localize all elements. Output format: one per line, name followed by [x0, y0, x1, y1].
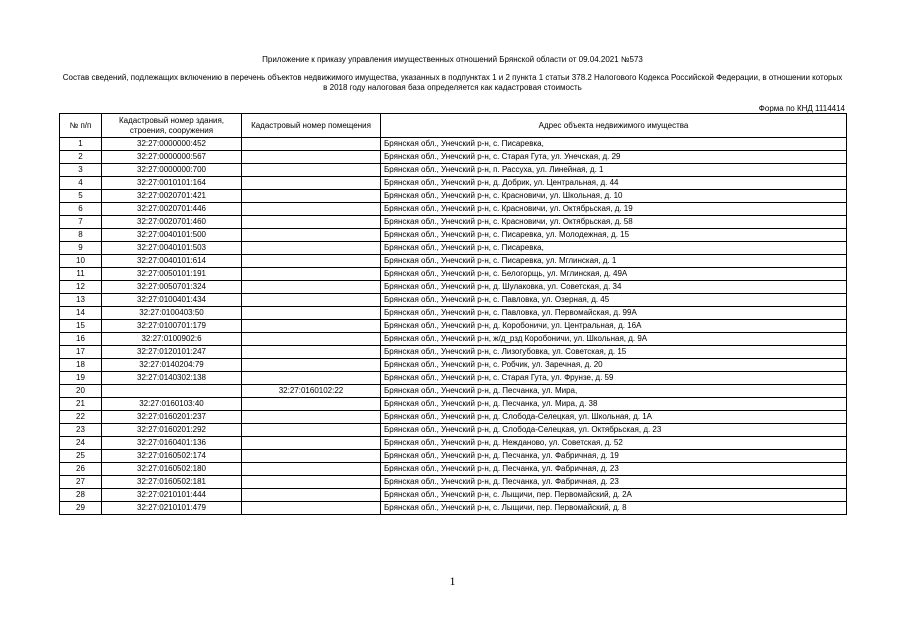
row-number-cell: 20 — [60, 385, 102, 398]
row-number-cell: 8 — [60, 229, 102, 242]
row-number-cell: 28 — [60, 489, 102, 502]
room-cadastral-cell — [242, 281, 381, 294]
address-cell: Брянская обл., Унечский р-н, с. Лыщичи, пер. Первомайский, д. 2А — [381, 489, 847, 502]
address-cell: Брянская обл., Унечский р-н, с. Красновичи, ул. Школьная, д. 10 — [381, 190, 847, 203]
column-header-room-cadastral: Кадастровый номер помещения — [242, 114, 381, 138]
building-cadastral-cell: 32:27:0020701:460 — [102, 216, 242, 229]
address-cell: Брянская обл., Унечский р-н, с. Лизогубовка, ул. Советская, д. 15 — [381, 346, 847, 359]
table-row — [60, 476, 847, 489]
room-cadastral-cell — [242, 398, 381, 411]
table-row — [60, 281, 847, 294]
room-cadastral-cell — [242, 502, 381, 515]
building-cadastral-cell: 32:27:0210101:444 — [102, 489, 242, 502]
row-number-cell: 12 — [60, 281, 102, 294]
row-number-cell: 23 — [60, 424, 102, 437]
table-row — [60, 346, 847, 359]
room-cadastral-cell — [242, 320, 381, 333]
building-cadastral-cell: 32:27:0140302:138 — [102, 372, 242, 385]
address-cell: Брянская обл., Унечский р-н, с. Лыщичи, пер. Первомайский, д. 8 — [381, 502, 847, 515]
room-cadastral-cell — [242, 333, 381, 346]
room-cadastral-cell — [242, 346, 381, 359]
room-cadastral-cell — [242, 151, 381, 164]
table-row — [60, 398, 847, 411]
table-row — [60, 424, 847, 437]
row-number-cell: 18 — [60, 359, 102, 372]
row-number-cell: 13 — [60, 294, 102, 307]
building-cadastral-cell: 32:27:0160201:237 — [102, 411, 242, 424]
building-cadastral-cell: 32:27:0100701:179 — [102, 320, 242, 333]
table-row — [60, 372, 847, 385]
room-cadastral-cell — [242, 476, 381, 489]
building-cadastral-cell: 32:27:0020701:421 — [102, 190, 242, 203]
building-cadastral-cell: 32:27:0040101:500 — [102, 229, 242, 242]
room-cadastral-cell — [242, 229, 381, 242]
row-number-cell: 29 — [60, 502, 102, 515]
building-cadastral-cell: 32:27:0020701:446 — [102, 203, 242, 216]
table-row — [60, 151, 847, 164]
table-row — [60, 268, 847, 281]
row-number-cell: 6 — [60, 203, 102, 216]
address-cell: Брянская обл., Унечский р-н, с. Павловка, ул. Первомайская, д. 99А — [381, 307, 847, 320]
table-row — [60, 177, 847, 190]
table-row — [60, 242, 847, 255]
address-cell: Брянская обл., Унечский р-н, с. Павловка, ул. Озерная, д. 45 — [381, 294, 847, 307]
room-cadastral-cell — [242, 294, 381, 307]
table-body — [60, 138, 847, 515]
building-cadastral-cell: 32:27:0010101:164 — [102, 177, 242, 190]
table-row — [60, 450, 847, 463]
building-cadastral-cell: 32:27:0160103:40 — [102, 398, 242, 411]
address-cell: Брянская обл., Унечский р-н, с. Писаревка, — [381, 242, 847, 255]
row-number-cell: 24 — [60, 437, 102, 450]
row-number-cell: 3 — [60, 164, 102, 177]
table-row — [60, 203, 847, 216]
row-number-cell: 16 — [60, 333, 102, 346]
row-number-cell: 1 — [60, 138, 102, 151]
table-row — [60, 411, 847, 424]
building-cadastral-cell: 32:27:0000000:700 — [102, 164, 242, 177]
building-cadastral-cell: 32:27:0000000:567 — [102, 151, 242, 164]
building-cadastral-cell: 32:27:0160502:174 — [102, 450, 242, 463]
room-cadastral-cell — [242, 307, 381, 320]
table-row — [60, 463, 847, 476]
table-row — [60, 294, 847, 307]
row-number-cell: 22 — [60, 411, 102, 424]
address-cell: Брянская обл., Унечский р-н, д. Слобода-Селецкая, ул. Школьная, д. 1А — [381, 411, 847, 424]
address-cell: Брянская обл., Унечский р-н, д. Коробоничи, ул. Центральная, д. 16А — [381, 320, 847, 333]
table-row — [60, 164, 847, 177]
address-cell: Брянская обл., Унечский р-н, с. Белогорщь, ул. Мглинская, д. 49А — [381, 268, 847, 281]
room-cadastral-cell — [242, 138, 381, 151]
building-cadastral-cell: 32:27:0040101:503 — [102, 242, 242, 255]
column-header-number: № п/п — [60, 114, 102, 138]
address-cell: Брянская обл., Унечский р-н, с. Красновичи, ул. Октябрьская, д. 58 — [381, 216, 847, 229]
address-cell: Брянская обл., Унечский р-н, д. Слобода-Селецкая, ул. Октябрьская, д. 23 — [381, 424, 847, 437]
room-cadastral-cell — [242, 177, 381, 190]
address-cell: Брянская обл., Унечский р-н, п. Рассуха, ул. Линейная, д. 1 — [381, 164, 847, 177]
row-number-cell: 10 — [60, 255, 102, 268]
table-row — [60, 437, 847, 450]
row-number-cell: 15 — [60, 320, 102, 333]
building-cadastral-cell: 32:27:0100401:434 — [102, 294, 242, 307]
building-cadastral-cell: 32:27:0140204:79 — [102, 359, 242, 372]
building-cadastral-cell: 32:27:0160201:292 — [102, 424, 242, 437]
table-row — [60, 229, 847, 242]
property-table — [59, 113, 847, 515]
table-row — [60, 489, 847, 502]
row-number-cell: 9 — [60, 242, 102, 255]
address-cell: Брянская обл., Унечский р-н, д. Нежданово, ул. Советская, д. 52 — [381, 437, 847, 450]
room-cadastral-cell — [242, 359, 381, 372]
room-cadastral-cell — [242, 463, 381, 476]
document-subtitle: Состав сведений, подлежащих включению в перечень объектов недвижимого имущества, указанных в подпунктах 1 и 2 пункта 1 статьи 378.2 Налогового Кодекса Российской Федерации, в отношении которых в 2018 году налоговая база определяется как кадастровая стоимость — [62, 73, 843, 92]
page-number: 1 — [449, 574, 456, 588]
address-cell: Брянская обл., Унечский р-н, д. Песчанка, ул. Фабричная, д. 23 — [381, 476, 847, 489]
row-number-cell: 19 — [60, 372, 102, 385]
building-cadastral-cell: 32:27:0000000:452 — [102, 138, 242, 151]
table-row — [60, 333, 847, 346]
address-cell: Брянская обл., Унечский р-н, д. Песчанка, ул. Мира, — [381, 385, 847, 398]
address-cell: Брянская обл., Унечский р-н, ж/д_рзд Коробоничи, ул. Школьная, д. 9А — [381, 333, 847, 346]
table-row — [60, 320, 847, 333]
row-number-cell: 11 — [60, 268, 102, 281]
building-cadastral-cell — [102, 385, 242, 398]
room-cadastral-cell — [242, 424, 381, 437]
room-cadastral-cell — [242, 203, 381, 216]
room-cadastral-cell — [242, 268, 381, 281]
room-cadastral-cell — [242, 242, 381, 255]
row-number-cell: 17 — [60, 346, 102, 359]
table-row — [60, 502, 847, 515]
room-cadastral-cell — [242, 450, 381, 463]
address-cell: Брянская обл., Унечский р-н, с. Писаревка, ул. Мглинская, д. 1 — [381, 255, 847, 268]
room-cadastral-cell — [242, 437, 381, 450]
address-cell: Брянская обл., Унечский р-н, с. Робчик, ул. Заречная, д. 20 — [381, 359, 847, 372]
building-cadastral-cell: 32:27:0160502:180 — [102, 463, 242, 476]
address-cell: Брянская обл., Унечский р-н, с. Писаревка, — [381, 138, 847, 151]
row-number-cell: 21 — [60, 398, 102, 411]
building-cadastral-cell: 32:27:0210101:479 — [102, 502, 242, 515]
row-number-cell: 27 — [60, 476, 102, 489]
table-row — [60, 307, 847, 320]
table-row — [60, 255, 847, 268]
address-cell: Брянская обл., Унечский р-н, с. Красновичи, ул. Октябрьская, д. 19 — [381, 203, 847, 216]
row-number-cell: 7 — [60, 216, 102, 229]
document-title: Приложение к приказу управления имущественных отношений Брянской области от 09.04.2021 №573 — [262, 55, 643, 64]
room-cadastral-cell: 32:27:0160102:22 — [242, 385, 381, 398]
table-row — [60, 359, 847, 372]
building-cadastral-cell: 32:27:0040101:614 — [102, 255, 242, 268]
table-row — [60, 216, 847, 229]
column-header-building-cadastral: Кадастровый номер здания, строения, сооружения — [102, 114, 242, 138]
form-code: Форма по КНД 1114414 — [758, 104, 845, 113]
row-number-cell: 2 — [60, 151, 102, 164]
table-row — [60, 138, 847, 151]
building-cadastral-cell: 32:27:0050101:191 — [102, 268, 242, 281]
room-cadastral-cell — [242, 372, 381, 385]
building-cadastral-cell: 32:27:0100902:6 — [102, 333, 242, 346]
address-cell: Брянская обл., Унечский р-н, д. Песчанка, ул. Фабричная, д. 19 — [381, 450, 847, 463]
room-cadastral-cell — [242, 190, 381, 203]
room-cadastral-cell — [242, 489, 381, 502]
column-header-address: Адрес объекта недвижимого имущества — [381, 114, 847, 138]
row-number-cell: 14 — [60, 307, 102, 320]
address-cell: Брянская обл., Унечский р-н, с. Старая Гута, ул. Унечская, д. 29 — [381, 151, 847, 164]
room-cadastral-cell — [242, 255, 381, 268]
address-cell: Брянская обл., Унечский р-н, с. Старая Гута, ул. Фрунзе, д. 59 — [381, 372, 847, 385]
table-row — [60, 385, 847, 398]
address-cell: Брянская обл., Унечский р-н, д. Шулаковка, ул. Советская, д. 34 — [381, 281, 847, 294]
building-cadastral-cell: 32:27:0160502:181 — [102, 476, 242, 489]
room-cadastral-cell — [242, 411, 381, 424]
room-cadastral-cell — [242, 164, 381, 177]
address-cell: Брянская обл., Унечский р-н, с. Писаревка, ул. Молодежная, д. 15 — [381, 229, 847, 242]
building-cadastral-cell: 32:27:0160401:136 — [102, 437, 242, 450]
row-number-cell: 25 — [60, 450, 102, 463]
building-cadastral-cell: 32:27:0050701:324 — [102, 281, 242, 294]
table-header-row — [60, 114, 847, 138]
room-cadastral-cell — [242, 216, 381, 229]
row-number-cell: 4 — [60, 177, 102, 190]
address-cell: Брянская обл., Унечский р-н, д. Песчанка, ул. Мира, д. 38 — [381, 398, 847, 411]
building-cadastral-cell: 32:27:0120101:247 — [102, 346, 242, 359]
building-cadastral-cell: 32:27:0100403:50 — [102, 307, 242, 320]
row-number-cell: 26 — [60, 463, 102, 476]
row-number-cell: 5 — [60, 190, 102, 203]
address-cell: Брянская обл., Унечский р-н, д. Добрик, ул. Центральная, д. 44 — [381, 177, 847, 190]
address-cell: Брянская обл., Унечский р-н, д. Песчанка, ул. Фабричная, д. 23 — [381, 463, 847, 476]
table-row — [60, 190, 847, 203]
